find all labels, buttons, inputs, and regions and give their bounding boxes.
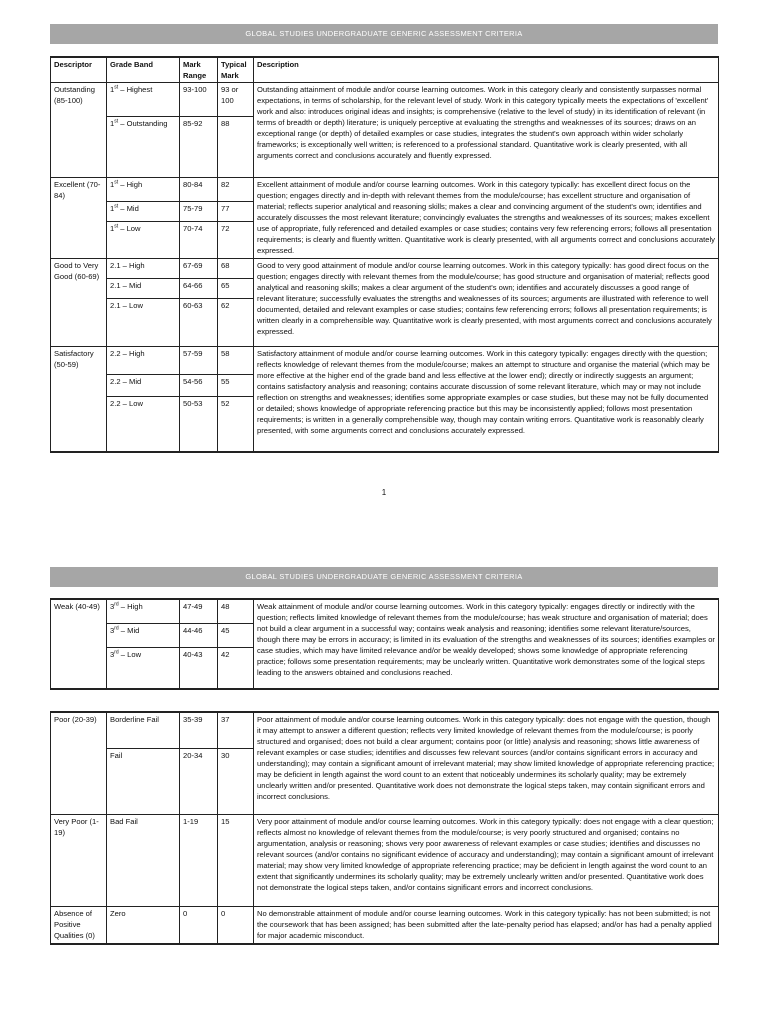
grade-cell: 1st – High [107, 178, 180, 202]
table-row [51, 599, 719, 623]
typical-cell: 65 [218, 279, 254, 299]
typical-cell: 93 or 100 [218, 83, 254, 117]
grade-cell: 1st – Low [107, 222, 180, 259]
grade-cell: 1st – Outstanding [107, 117, 180, 178]
page-number: 1 [381, 488, 387, 497]
typical-cell: 72 [218, 222, 254, 259]
descriptor-cell: Satisfactory (50-59) [51, 347, 107, 452]
header-descriptor: Descriptor [51, 57, 107, 83]
grade-cell: Fail [107, 748, 180, 814]
descriptor-cell: Poor (20-39) [51, 712, 107, 814]
range-cell: 47-49 [180, 599, 218, 623]
range-cell: 67-69 [180, 259, 218, 279]
typical-cell: 37 [218, 712, 254, 748]
typical-cell: 52 [218, 397, 254, 452]
table-row [51, 259, 719, 279]
descriptor-cell: Good to Very Good (60-69) [51, 259, 107, 347]
table-row [51, 178, 719, 202]
typical-cell: 62 [218, 299, 254, 347]
typical-cell: 30 [218, 748, 254, 814]
range-cell: 0 [180, 906, 218, 944]
grade-cell: 1st – Highest [107, 83, 180, 117]
range-cell: 70-74 [180, 222, 218, 259]
grade-cell: 1st – Mid [107, 202, 180, 222]
header-mark-range: Mark Range [180, 57, 218, 83]
grade-cell: 2.1 – High [107, 259, 180, 279]
table-row [51, 83, 719, 117]
page-banner-1: GLOBAL STUDIES UNDERGRADUATE GENERIC ASSESSMENT CRITERIA [50, 24, 718, 44]
range-cell: 44-46 [180, 623, 218, 647]
descriptor-cell: Very Poor (1-19) [51, 814, 107, 906]
table-row [51, 906, 719, 944]
typical-cell: 0 [218, 906, 254, 944]
grade-cell: 2.2 – Mid [107, 375, 180, 397]
range-cell: 75-79 [180, 202, 218, 222]
range-cell: 20-34 [180, 748, 218, 814]
grade-cell: 3rd – High [107, 599, 180, 623]
grade-cell: 2.1 – Mid [107, 279, 180, 299]
descriptor-cell: Weak (40-49) [51, 599, 107, 689]
table-row [51, 712, 719, 748]
typical-cell: 82 [218, 178, 254, 202]
typical-cell: 88 [218, 117, 254, 178]
description-cell: Satisfactory attainment of module and/or course learning outcomes. Work in this category typically: engages directly with the question; reflects knowledge of relevant themes from the module/course; makes an attempt to structure and organise the material (which may be more effective at the higher end of the grade band and less effective at the lower end); directly or indirectly suggests an argument; contains satisfactory analysis and reasoning; contains accurate discussion of some relevant literature, which may or may not include reflection on strengths and weaknesses; identifies some appropriate examples or case studies, but these may not be fully documented or detailed; shows knowledge of appropriate referencing practice but this may be inconsistently applied; follows most presentation requirements; is written in a generally comprehensible way, though may contain writing errors. Quantitative work is reasonably clearly presented, with some arguments correct and conclusions accurately expressed. [254, 347, 719, 452]
range-cell: 64-66 [180, 279, 218, 299]
criteria-table-1 [50, 56, 719, 453]
description-cell: No demonstrable attainment of module and/or course learning outcomes. Work in this category typically: has not been submitted; is not the coursework that has been assigned; has been submitted after the late-penalty period has elapsed; and/or has had a penalty applied for major academic misconduct. [254, 906, 719, 944]
grade-cell: 2.1 – Low [107, 299, 180, 347]
typical-cell: 48 [218, 599, 254, 623]
descriptor-cell: Outstanding (85-100) [51, 83, 107, 178]
description-cell: Weak attainment of module and/or course learning outcomes. Work in this category typically: engages directly or indirectly with the question; reflects limited knowledge of relevant themes from the module/course; has weak structure and organisation of material; does not build a clear argument in a successful way; contains weak analysis and reasoning; identifies some relevant literature/sources, though there may be errors in accuracy; is limited in its evaluation of the strengths and weaknesses of its sources; identifies examples or case studies, which may have limited relevance and/or be weakly developed; shows some knowledge of appropriate referencing practice; follows some presentation requirements; may be unclearly written. Quantitative work demonstrates some of the logical steps leading to the answers obtained and conclusions reached. [254, 599, 719, 689]
typical-cell: 58 [218, 347, 254, 375]
typical-cell: 42 [218, 647, 254, 689]
header-row [51, 57, 719, 83]
criteria-table-2 [50, 598, 719, 690]
range-cell: 54-56 [180, 375, 218, 397]
description-cell: Good to very good attainment of module and/or course learning outcomes. Work in this category typically: has good direct focus on the question; engages directly with relevant themes from the module/course; has good structure and organisation of material; reflects good analytical and reasoning skills; makes a clear argument of the student's own; identifies and accurately discusses a good range of relevant literature; successfully evaluates the strengths and weaknesses of its sources; arguments are illustrated with reference to well documented, detailed and relevant examples or case studies; contains few referencing errors; follows all presentation requirements; is written clearly in a comprehensible way. Quantitative work is clearly presented, with most arguments correct and conclusions accurately expressed. [254, 259, 719, 347]
table-row [51, 347, 719, 375]
typical-cell: 55 [218, 375, 254, 397]
range-cell: 85-92 [180, 117, 218, 178]
description-cell: Excellent attainment of module and/or course learning outcomes. Work in this category typically: has excellent direct focus on the question; engages directly and in-depth with relevant themes from the module/course; has excellent structure and organisation of material; reflects superior analytical and reasoning skills; makes a clear and convincing argument of the student's own; identifies and accurately discusses the most relevant literature; convincingly evaluates the strengths and weaknesses of its sources; makes excellent use of appropriate, fully referenced and detailed examples or case studies; contains very few referencing errors; follows all presentation requirements; is clearly and fluently written. Quantitative work is clearly presented, with all arguments correct and conclusions accurately expressed. [254, 178, 719, 259]
description-cell: Poor attainment of module and/or course learning outcomes. Work in this category typically: does not engage with the question, though it may attempt to answer a different question; reflects very limited knowledge of relevant themes from the module/course; is poorly structured and organised; does not build a clear argument; contains poor (or little) analysis and reasoning; shows little awareness of relevant examples or case studies; identifies and discusses few relevant sources (and/or contains significant errors in accuracy and understanding); may contain a significant amount of irrelevant material; may show limited knowledge of appropriate referencing practice; may be deficient in length against the word count to an extent that noticeably undermines its scholarly quality; may be extremely unclearly written and/or presented. Quantitative work does not demonstrate the logical steps taken, may contain significant errors and incorrect conclusions. [254, 712, 719, 814]
typical-cell: 68 [218, 259, 254, 279]
header-grade-band: Grade Band [107, 57, 180, 83]
descriptor-cell: Excellent (70-84) [51, 178, 107, 259]
description-cell: Outstanding attainment of module and/or course learning outcomes. Work in this category clearly and consistently surpasses normal expectations, in terms of scholarship, for the relevant level of study. Work in this category typically meets the expectations of 'excellent' work and also: introduces original ideas and insights; is comprehensive (relative to the level of study) in its identification of relevant (in terms of breadth or depth) literature; is uniquely perceptive at evaluating the strengths and weaknesses of its sources; draws on an exceptional range (or depth) of detailed examples or case studies, integrates the student's own approach within wider scholarly frameworks; is exceptionally well written; is referenced to a professional standard. Quantitative work is clearly presented, with all arguments correct and conclusions accurately and fluently expressed. [254, 83, 719, 178]
grade-cell: Bad Fail [107, 814, 180, 906]
range-cell: 93-100 [180, 83, 218, 117]
range-cell: 80-84 [180, 178, 218, 202]
typical-cell: 45 [218, 623, 254, 647]
range-cell: 1-19 [180, 814, 218, 906]
header-typical-mark: Typical Mark [218, 57, 254, 83]
grade-cell: Zero [107, 906, 180, 944]
range-cell: 50-53 [180, 397, 218, 452]
range-cell: 40-43 [180, 647, 218, 689]
header-description: Description [254, 57, 719, 83]
descriptor-cell: Absence of Positive Qualities (0) [51, 906, 107, 944]
range-cell: 35-39 [180, 712, 218, 748]
table-row [51, 814, 719, 906]
grade-cell: 3rd – Mid [107, 623, 180, 647]
description-cell: Very poor attainment of module and/or course learning outcomes. Work in this category typically: does not engage with a clear question; reflects almost no knowledge of relevant themes from the module/course; is very poorly structured and organised; contains no argumentation, analysis or reasoning; shows very poor awareness of relevant examples or case studies; identifies and discusses no relevant sources (and/or contains no significant evidence of accuracy and understanding); may contain a significant amount of irrelevant material; may show very limited knowledge of appropriate referencing practice; may be deficient in length against the word count to an extent that significantly undermines its scholarly quality; may be extremely unclearly written and/or presented. Quantitative work does not demonstrate the logical steps taken, and/or contains significant errors and incorrect conclusions. [254, 814, 719, 906]
typical-cell: 77 [218, 202, 254, 222]
range-cell: 57-59 [180, 347, 218, 375]
range-cell: 60-63 [180, 299, 218, 347]
grade-cell: 3rd – Low [107, 647, 180, 689]
grade-cell: 2.2 – Low [107, 397, 180, 452]
criteria-table-3 [50, 711, 719, 945]
grade-cell: Borderline Fail [107, 712, 180, 748]
grade-cell: 2.2 – High [107, 347, 180, 375]
page-banner-2: GLOBAL STUDIES UNDERGRADUATE GENERIC ASSESSMENT CRITERIA [50, 567, 718, 587]
typical-cell: 15 [218, 814, 254, 906]
